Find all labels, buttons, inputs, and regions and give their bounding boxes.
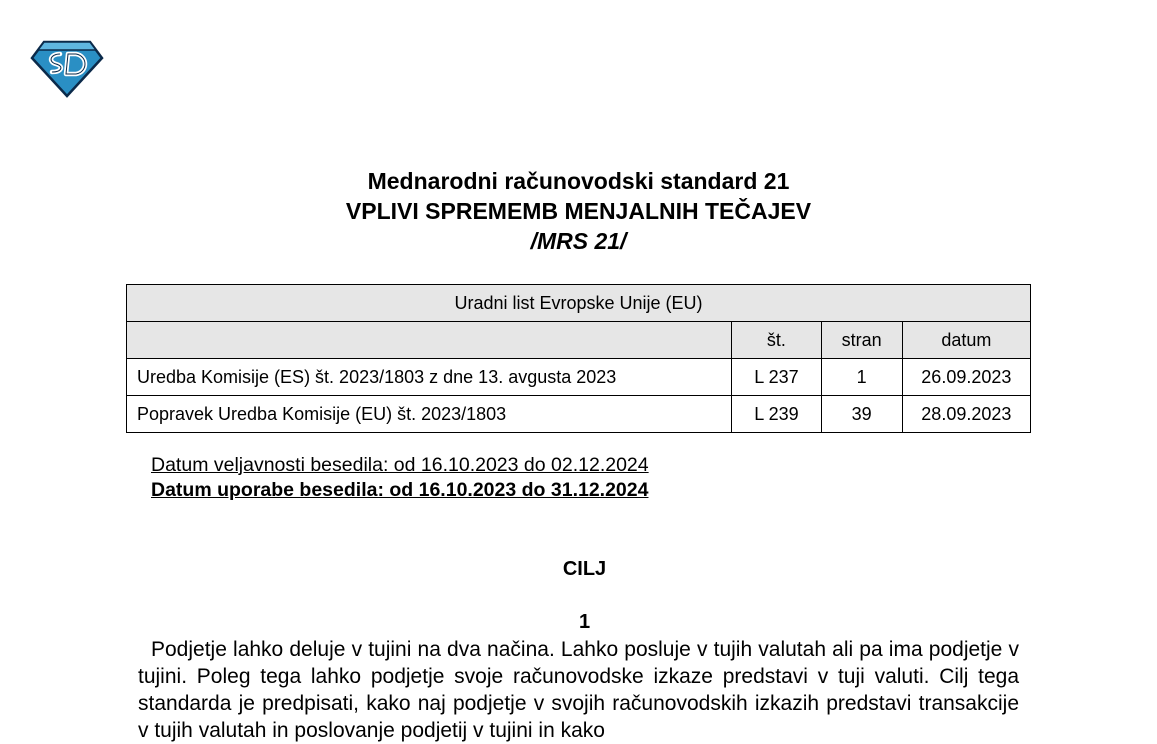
column-header xyxy=(127,322,732,359)
paragraph-number: 1 xyxy=(578,611,591,633)
table-cell: 1 xyxy=(821,359,902,396)
document-title xyxy=(0,166,1157,256)
title-line-2: VPLIVI SPREMEMB MENJALNIH TEČAJEV xyxy=(345,198,812,224)
official-journal-table xyxy=(126,284,1031,433)
logo xyxy=(30,40,104,98)
title-line-1: Mednarodni računovodski standard 21 xyxy=(367,168,790,194)
diamond-sd-logo-icon xyxy=(30,40,104,98)
application-date: Datum uporabe besedila: od 16.10.2023 do 31.12.2024 xyxy=(151,479,649,501)
table-row xyxy=(127,396,1031,433)
dates-block xyxy=(151,453,649,503)
table-header-row xyxy=(127,322,1031,359)
validity-date: Datum veljavnosti besedila: od 16.10.2023 do 02.12.2024 xyxy=(151,454,649,476)
column-header: stran xyxy=(821,322,902,359)
column-header: št. xyxy=(732,322,821,359)
paragraph-text: Podjetje lahko deluje v tujini na dva načina. Lahko posluje v tujih valutah ali pa ima podjetje v tujini. Poleg tega lahko podjetje svoje računovodske izkaze predstavi v tuji valuti. Cilj tega standarda je predpisati, kako naj podjetje v svojih računovodskih izkazih predstavi transakcije v tujih valutah in poslovanje podjetij v tujini in kako xyxy=(138,638,1019,742)
table-cell: L 237 xyxy=(732,359,821,396)
table-cell: Uredba Komisije (ES) št. 2023/1803 z dne 13. avgusta 2023 xyxy=(127,359,732,396)
title-line-3: /MRS 21/ xyxy=(530,228,627,254)
table-cell: 26.09.2023 xyxy=(902,359,1030,396)
column-header: datum xyxy=(902,322,1030,359)
table-caption-row xyxy=(127,285,1031,322)
table-cell: L 239 xyxy=(732,396,821,433)
table-cell: 28.09.2023 xyxy=(902,396,1030,433)
table-cell: Popravek Uredba Komisije (EU) št. 2023/1803 xyxy=(127,396,732,433)
table-row xyxy=(127,359,1031,396)
table-caption: Uradni list Evropske Unije (EU) xyxy=(127,285,1031,322)
table-cell: 39 xyxy=(821,396,902,433)
section-heading: CILJ xyxy=(562,558,607,580)
